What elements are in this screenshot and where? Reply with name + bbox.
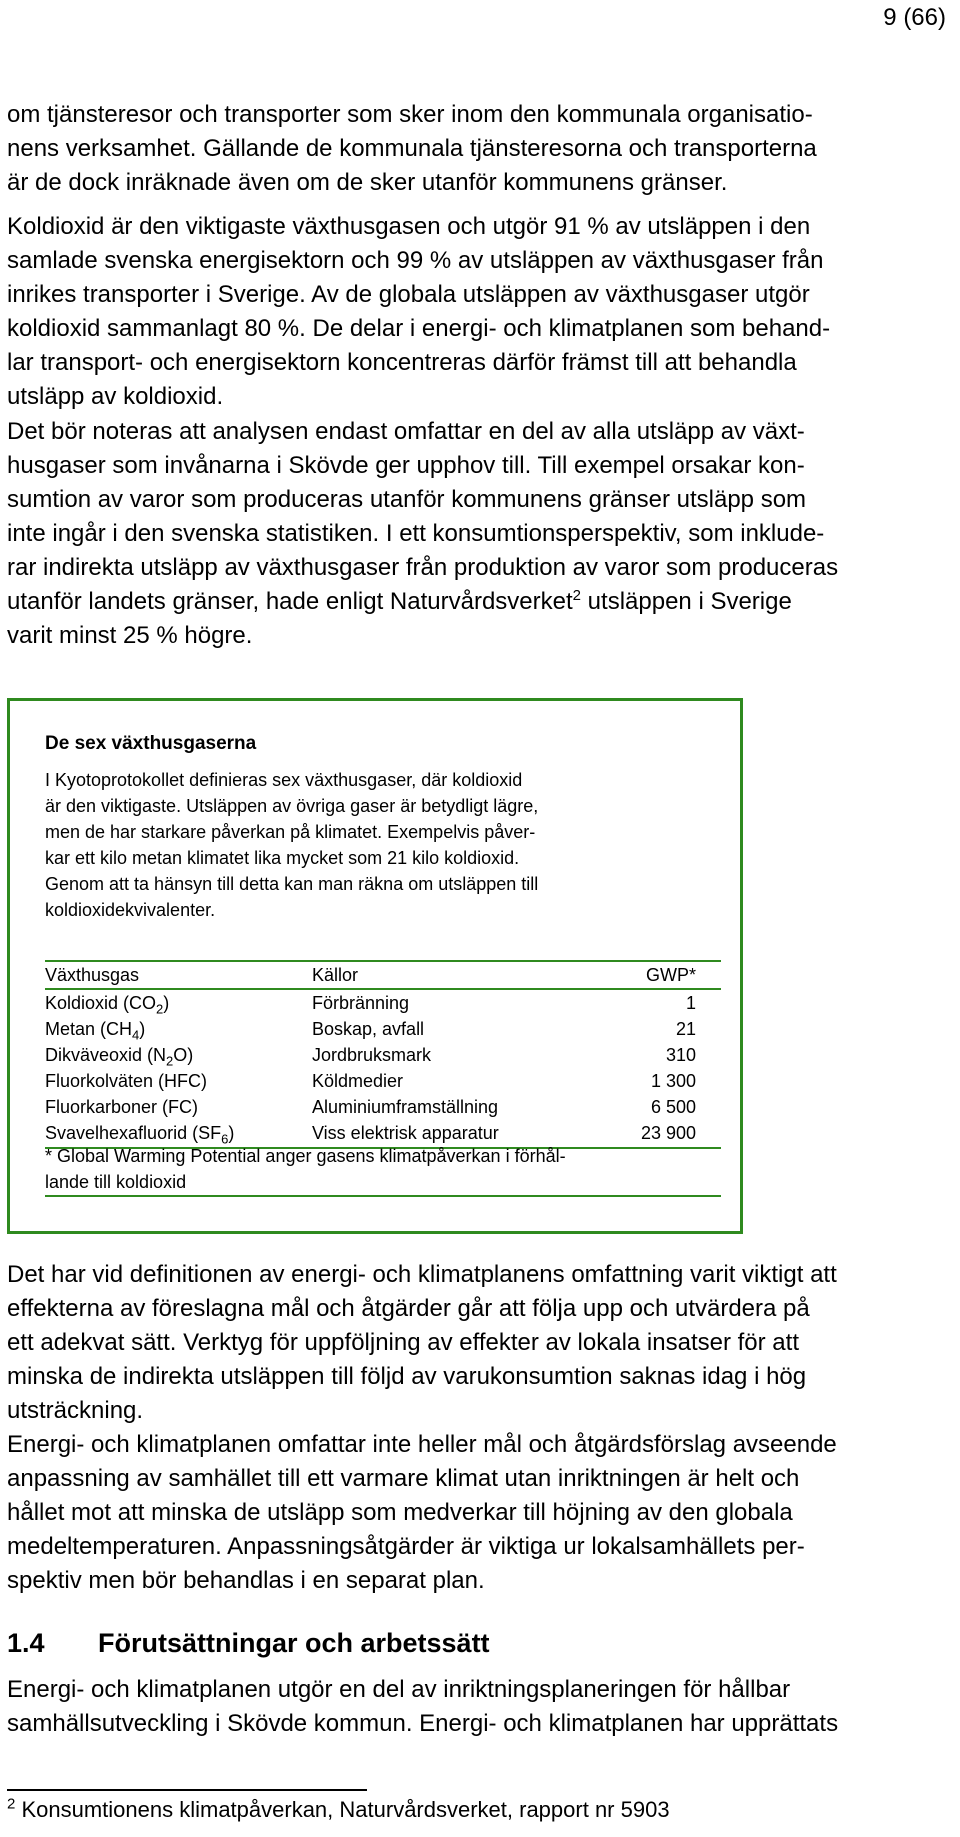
table-rule [45, 1195, 721, 1197]
text-line: * Global Warming Potential anger gasens klimatpåverkan i förhål- [45, 1146, 566, 1166]
text-line: Det bör noteras att analysen endast omfattar en del av alla utsläpp av växt- [7, 418, 805, 445]
paragraph-1 [7, 98, 953, 200]
gas-gwp: 1 [685, 993, 696, 1013]
text-line: rar indirekta utsläpp av växthusgaser från produktion av varor som produceras [7, 554, 839, 581]
text-line: men de har starkare påverkan på klimatet. Exempelvis påver- [45, 822, 536, 842]
gas-source: Förbränning [312, 993, 410, 1013]
text-line: är de dock inräknade även om de sker utanför kommunens gränser. [7, 169, 728, 196]
gas-name: Metan $(CH_4)$ [45, 1019, 146, 1043]
gas-gwp: 21 [675, 1019, 696, 1039]
footnote-separator [7, 1789, 367, 1791]
header-gas: Växthusgas [45, 965, 140, 985]
text-line: inrikes transporter i Sverige. Av de globala utsläppen av växthusgaser utgör [7, 281, 810, 308]
section-title: Förutsättningar och arbetssätt [98, 1628, 490, 1658]
section-number: 1.4 [7, 1628, 45, 1658]
gas-source: Boskap, avfall [312, 1019, 425, 1039]
footnote-text: Konsumtionens klimatpåverkan, Naturvårdsverket, rapport nr 5903 [15, 1797, 670, 1822]
gas-gwp: 6 500 [650, 1097, 696, 1117]
gas-name: Fluorkarboner (FC) [45, 1097, 199, 1117]
gas-name: Fluorkolväten (HFC) [45, 1071, 208, 1091]
gas-source: Jordbruksmark [312, 1045, 432, 1065]
text-line: lande till koldioxid [45, 1172, 187, 1192]
text-line: varit minst 25 % högre. [7, 622, 253, 649]
gas-gwp: 1 300 [650, 1071, 696, 1091]
table-header-row [45, 962, 721, 988]
text-line: kar ett kilo metan klimatet lika mycket som 21 kilo koldioxid. [45, 848, 520, 868]
gas-source: Viss elektrisk apparatur [312, 1123, 499, 1143]
gas-gwp: 23 900 [640, 1123, 696, 1143]
text-line: nens verksamhet. Gällande de kommunala tjänsteresorna och transporterna [7, 135, 817, 162]
text-line: lar transport- och energisektorn koncentreras därför främst till att behandla [7, 349, 797, 376]
gas-gwp: 310 [665, 1045, 696, 1065]
table-row [45, 1094, 721, 1120]
header-sources: Källor [312, 965, 359, 985]
gas-name: Svavelhexafluorid $(SF_6)$ [45, 1123, 235, 1147]
table-row [45, 1016, 721, 1042]
text-line: koldioxid sammanlagt 80 %. De delar i energi- och klimatplanen som behand- [7, 315, 831, 342]
text-line: medeltemperaturen. Anpassningsåtgärder är viktiga ur lokalsamhällets per- [7, 1533, 805, 1560]
table-row [45, 1042, 721, 1068]
paragraph-5 [7, 1428, 953, 1598]
header-gwp: GWP* [645, 965, 696, 985]
text-line: Det har vid definitionen av energi- och klimatplanens omfattning varit viktigt att [7, 1261, 837, 1288]
table-note [45, 1143, 721, 1195]
text-line: husgaser som invånarna i Skövde ger upphov till. Till exempel orsakar kon- [7, 452, 805, 479]
text-line: I Kyotoprotokollet definieras sex växthusgaser, där koldioxid [45, 770, 523, 790]
text-line: spektiv men bör behandlas i en separat plan. [7, 1567, 485, 1594]
text-line: utsläpp av koldioxid. [7, 383, 224, 410]
text-line [7, 585, 953, 619]
text-line: minska de indirekta utsläppen till följd av varukonsumtion saknas idag i hög [7, 1363, 807, 1390]
page-number: 9 (66) [883, 4, 946, 31]
text-line: anpassning av samhället till ett varmare klimat utan inriktningen är helt och [7, 1465, 800, 1492]
paragraph-4 [7, 1258, 953, 1428]
text-line: om tjänsteresor och transporter som sker inom den kommunala organisatio- [7, 101, 813, 128]
gas-name: Dikväveoxid $(N_2O)$ [45, 1045, 194, 1069]
gas-source: Köldmedier [312, 1071, 404, 1091]
text-line: inte ingår i den svenska statistiken. I ett konsumtionsperspektiv, som inklude- [7, 520, 825, 547]
text-line: samhällsutveckling i Skövde kommun. Energi- och klimatplanen har upprättats [7, 1710, 839, 1737]
footnote-marker: 2 [7, 1795, 16, 1813]
text-line: hållet mot att minska de utsläpp som medverkar till höjning av den globala [7, 1499, 793, 1526]
text-line: Energi- och klimatplanen utgör en del av inriktningsplaneringen för hållbar [7, 1676, 791, 1703]
greenhouse-gas-info-box [7, 698, 743, 1234]
text-segment: utanför landets gränser, hade enligt Naturvårdsverket [7, 588, 573, 615]
paragraph-2 [7, 210, 953, 414]
text-line: sumtion av varor som produceras utanför kommunens gränser utsläpp som [7, 486, 807, 513]
box-text [45, 767, 538, 923]
text-line: utsträckning. [7, 1397, 144, 1424]
text-line: koldioxidekvivalenter. [45, 900, 216, 920]
greenhouse-gas-table [45, 960, 721, 1147]
paragraph-3 [7, 415, 953, 653]
text-line: Energi- och klimatplanen omfattar inte heller mål och åtgärdsförslag avseende [7, 1431, 837, 1458]
paragraph-6 [7, 1673, 953, 1741]
text-line: effekterna av föreslagna mål och åtgärder går att följa upp och utvärdera på [7, 1295, 810, 1322]
text-segment: utsläppen i Sverige [581, 588, 792, 615]
text-line: Genom att ta hänsyn till detta kan man räkna om utsläppen till [45, 874, 539, 894]
table-row [45, 1068, 721, 1094]
footnote-reference: 2 [572, 587, 582, 604]
text-line: Koldioxid är den viktigaste växthusgasen och utgör 91 % av utsläppen i den [7, 213, 811, 240]
table-row [45, 990, 721, 1016]
text-line: ett adekvat sätt. Verktyg för uppföljning av effekter av lokala insatser för att [7, 1329, 799, 1356]
gas-name: Koldioxid $(CO_2)$ [45, 993, 170, 1017]
box-title: De sex växthusgaserna [45, 733, 257, 754]
text-line: är den viktigaste. Utsläppen av övriga gaser är betydligt lägre, [45, 796, 539, 816]
gas-source: Aluminiumframställning [312, 1097, 499, 1117]
text-line: samlade svenska energisektorn och 99 % av utsläppen av växthusgaser från [7, 247, 824, 274]
footnote [7, 1797, 670, 1823]
